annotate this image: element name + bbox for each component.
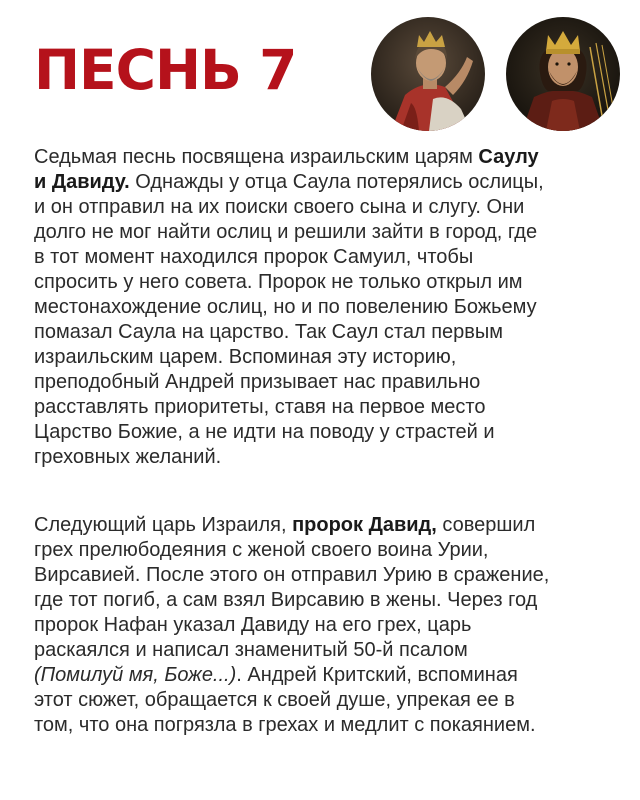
text-line: где тот погиб, а сам взял Вирсавию в жены. Через год [34,589,538,611]
paragraph-saul [34,145,624,470]
text-line [34,663,624,688]
text-line: израильским царем. Вспоминая эту историю, [34,346,457,368]
text-line: грех прелюбодеяния с женой своего воина Урии, [34,539,489,561]
text-span: Однажды у отца Саула потерялись ослицы, [129,171,544,193]
text-line: местонахождение ослиц, но и по повелению Божьему [34,296,537,318]
text-line [34,145,624,170]
text-line: в тот момент находился пророк Самуил, чтобы [34,246,474,268]
text-line [34,513,624,538]
page-title: ПЕСНЬ 7 [34,38,297,102]
bold-prophet-david: пророк Давид, [292,514,437,536]
text-line: расставлять приоритеты, ставя на первое место [34,396,486,418]
text-line: пророк Нафан указал Давиду на его грех, царь [34,614,472,636]
text-line: том, что она погрязла в грехах и медлит с покаянием. [34,714,536,736]
text-line [34,170,624,195]
paragraph-david [34,513,624,738]
text-line: Царство Божие, а не идти на поводу у страстей и [34,421,495,443]
text-span: Седьмая песнь посвящена израильским царям [34,146,479,168]
text-span: Следующий царь Израиля, [34,514,293,536]
text-line: греховных желаний. [34,446,222,468]
text-line: долго не мог найти ослиц и решили зайти в город, где [34,221,538,243]
text-line: раскаялся и написал знаменитый 50-й псалом [34,639,468,661]
text-span: совершил [436,514,536,536]
text-line: помазал Саула на царство. Так Саул стал первым [34,321,504,343]
bold-name-saul: Саулу [478,146,539,168]
text-span: . Андрей Критский, вспоминая [236,664,518,686]
text-line: спросить у него совета. Пророк не только открыл им [34,271,523,293]
text-line: преподобный Андрей призывает нас правильно [34,371,481,393]
text-line: этот сюжет, обращается к своей душе, упрекая ее в [34,689,515,711]
text-line: и он отправил на их поиски своего сына и слугу. Они [34,196,525,218]
text-line: Вирсавией. После этого он отправил Урию в сражение, [34,564,550,586]
bold-name-david: и Давиду. [34,171,130,193]
david-portrait-image [506,17,620,131]
italic-psalm-quote: (Помилуй мя, Боже...) [34,664,237,686]
saul-portrait-image [371,17,485,131]
